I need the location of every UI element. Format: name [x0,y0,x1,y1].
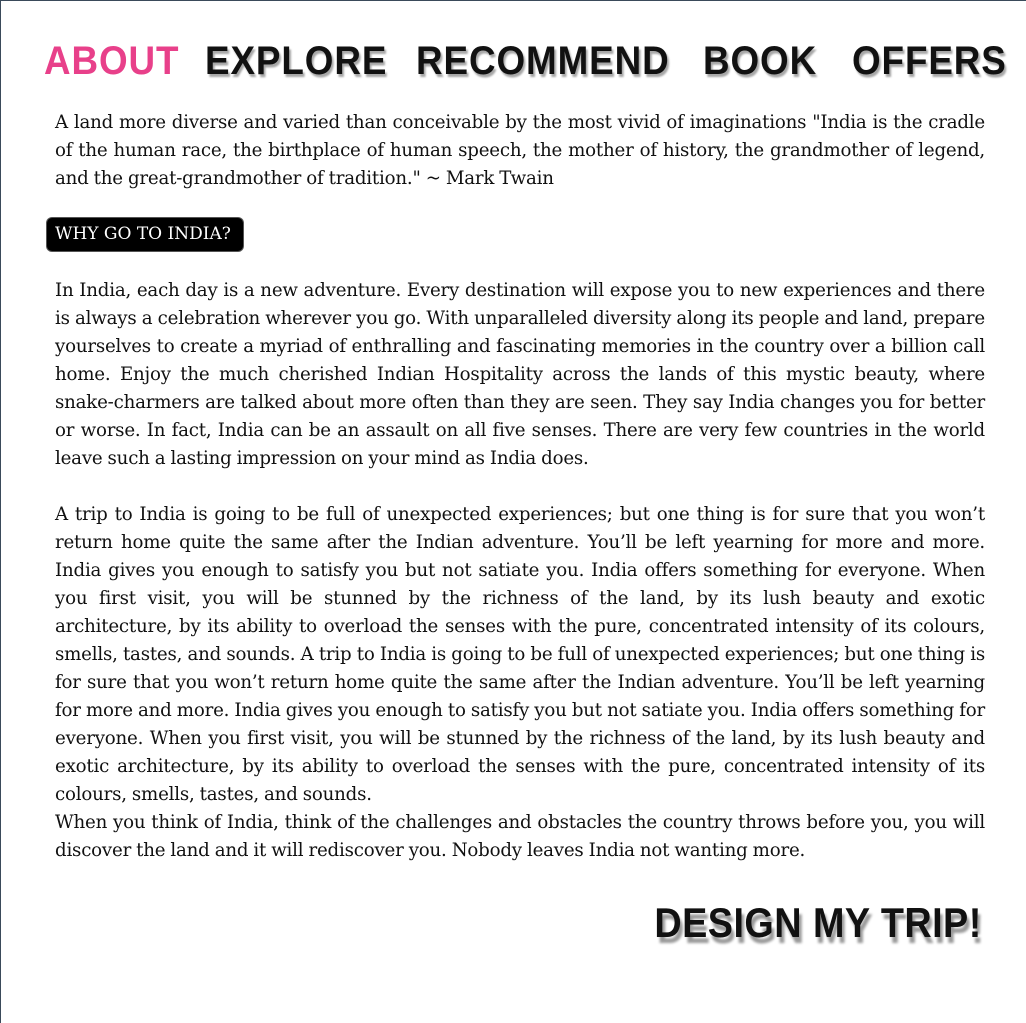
nav-item-offers[interactable]: OFFERS [852,39,1007,83]
paragraph-1: In India, each day is a new adventure. Every destination will expose you to new experiences and there is always a celebration wherever you go. With unparalleled diversity along its people and land, prepare yourselves to create a myriad of enthralling and fascinating memories in the country over a billion call home. Enjoy the much cherished Indian Hospitality across the lands of this mystic beauty, where snake-charmers are talked about more often than they are seen. They say India changes you for better or worse. In fact, India can be an assault on all five senses. There are very few countries in the world leave such a lasting impression on your mind as India does. [55,280,985,469]
nav-item-about[interactable]: ABOUT [44,39,180,83]
paragraph-2: A trip to India is going to be full of unexpected experiences; but one thing is for sure that you won’t return home quite the same after the Indian adventure. You’ll be left yearning for more and more. India gives you enough to satisfy you but not satiate you. India offers something for everyone. When you first visit, you will be stunned by the richness of the land, by its lush beauty and exotic architecture, by its ability to overload the senses with the pure, concentrated intensity of its colours, smells, tastes, and sounds. A trip to India is going to be full of unexpected experiences; but one thing is for sure that you won’t return home quite the same after the Indian adventure. You’ll be left yearning for more and more. India gives you enough to satisfy you but not satiate you. India offers something for everyone. When you first visit, you will be stunned by the richness of the land, by its lush beauty and exotic architecture, by its ability to overload the senses with the pure, concentrated intensity of its colours, smells, tastes, and sounds. [55,504,985,805]
intro-quote-block [55,109,985,193]
main-nav [1,35,1026,91]
nav-item-book[interactable]: BOOK [703,39,818,83]
paragraph-block-3 [55,809,985,865]
design-my-trip-button[interactable]: DESIGN MY TRIP! [654,899,982,946]
why-go-to-india-button[interactable]: WHY GO TO INDIA? [47,218,243,251]
paragraph-block-1 [55,277,985,473]
nav-item-recommend[interactable]: RECOMMEND [416,39,670,83]
intro-quote: A land more diverse and varied than conceivable by the most vivid of imaginations "India is the cradle of the human race, the birthplace of human speech, the mother of history, the grandmother of legend, and the great-grandmother of tradition." ~ Mark Twain [55,112,985,189]
paragraph-3: When you think of India, think of the challenges and obstacles the country throws before you, you will discover the land and it will rediscover you. Nobody leaves India not wanting more. [55,812,985,861]
paragraph-block-2 [55,501,985,809]
nav-item-explore[interactable]: EXPLORE [205,39,388,83]
